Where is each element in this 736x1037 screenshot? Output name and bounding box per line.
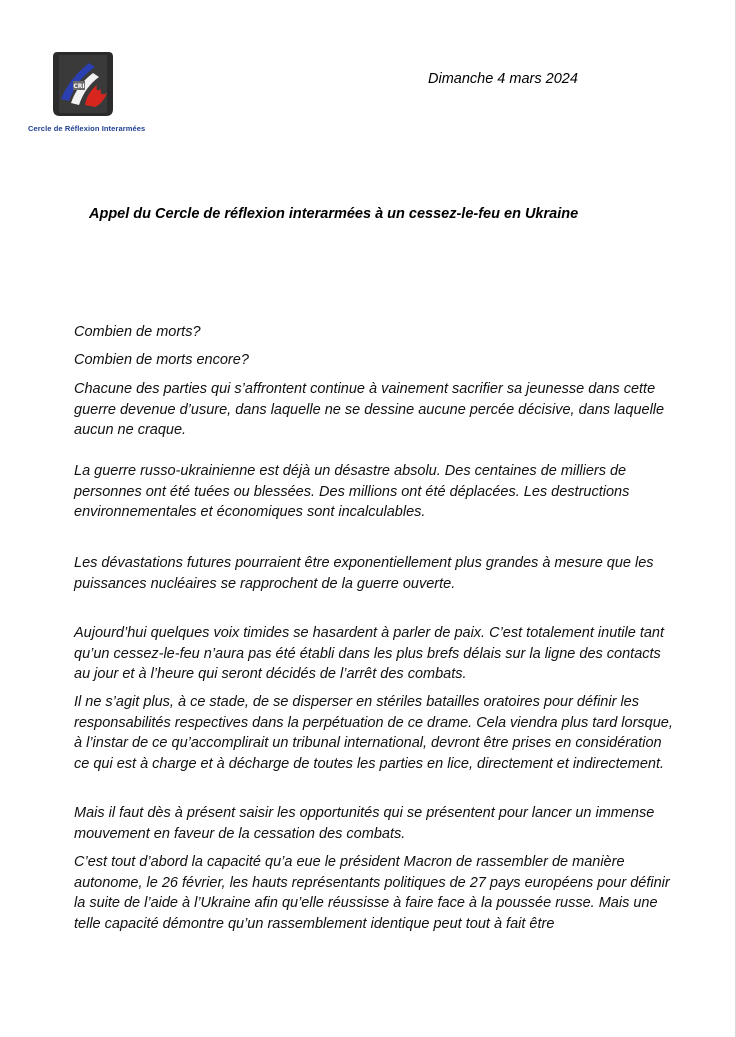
document-title: Appel du Cercle de réflexion interarmées à un cessez-le-feu en Ukraine	[89, 206, 579, 222]
paragraph-1: Combien de morts?	[74, 324, 201, 340]
paragraph-8: Mais il faut dès à présent saisir les opportunités qui se présentent pour lancer un immense mouvement en faveur de la cessation des combats.	[74, 805, 655, 842]
paragraph-6: Aujourd’hui quelques voix timides se hasardent à parler de paix. C’est totalement inutile tant qu’un cessez-le-feu n’aura pas été établi dans les plus brefs délais sur la ligne des contacts au jour et à l’heure qui seront décidés de l’arrêt des combats.	[74, 625, 665, 682]
paragraph-4: La guerre russo-ukrainienne est déjà un désastre absolu. Des centaines de milliers de personnes ont été tuées ou blessées. Des millions ont été déplacées. Les destructions environnementales et économiques sont incalculables.	[74, 463, 630, 520]
cri-emblem-icon	[51, 49, 115, 119]
paragraph-3: Chacune des parties qui s’affrontent continue à vainement sacrifier sa jeunesse dans cette guerre devenue d’usure, dans laquelle ne se dessine aucune percée décisive, dans laquelle aucun ne craque.	[74, 381, 665, 438]
logo-caption: Cercle de Réflexion Interarmées	[28, 124, 146, 133]
document-date: Dimanche 4 mars 2024	[428, 71, 578, 87]
svg-text:CRI: CRI	[73, 83, 85, 90]
paragraph-5: Les dévastations futures pourraient être exponentiellement plus grandes à mesure que les puissances nucléaires se rapprochent de la guerre ouverte.	[74, 555, 654, 592]
paragraph-9: C’est tout d’abord la capacité qu’a eue le président Macron de rassembler de manière autonome, le 26 février, les hauts représentants politiques de 27 pays européens pour définir la suite de l’aide à l’Ukraine afin qu’elle réussisse à faire face à la poussée russe. Mais une telle capacité démontre qu’un rassemblement identique peut tout à fait être	[74, 854, 670, 932]
paragraph-2: Combien de morts encore?	[74, 352, 249, 368]
cri-logo	[51, 49, 115, 119]
paragraph-7: Il ne s’agit plus, à ce stade, de se disperser en stériles batailles oratoires pour définir les responsabilités respectives dans la perpétuation de ce drame. Cela viendra plus tard lorsque, à l’instar de ce qu’accomplirait un tribunal international, devront être prises en considération ce qui est à charge et à décharge de toutes les parties en lice, directement et indirectement.	[74, 694, 673, 772]
